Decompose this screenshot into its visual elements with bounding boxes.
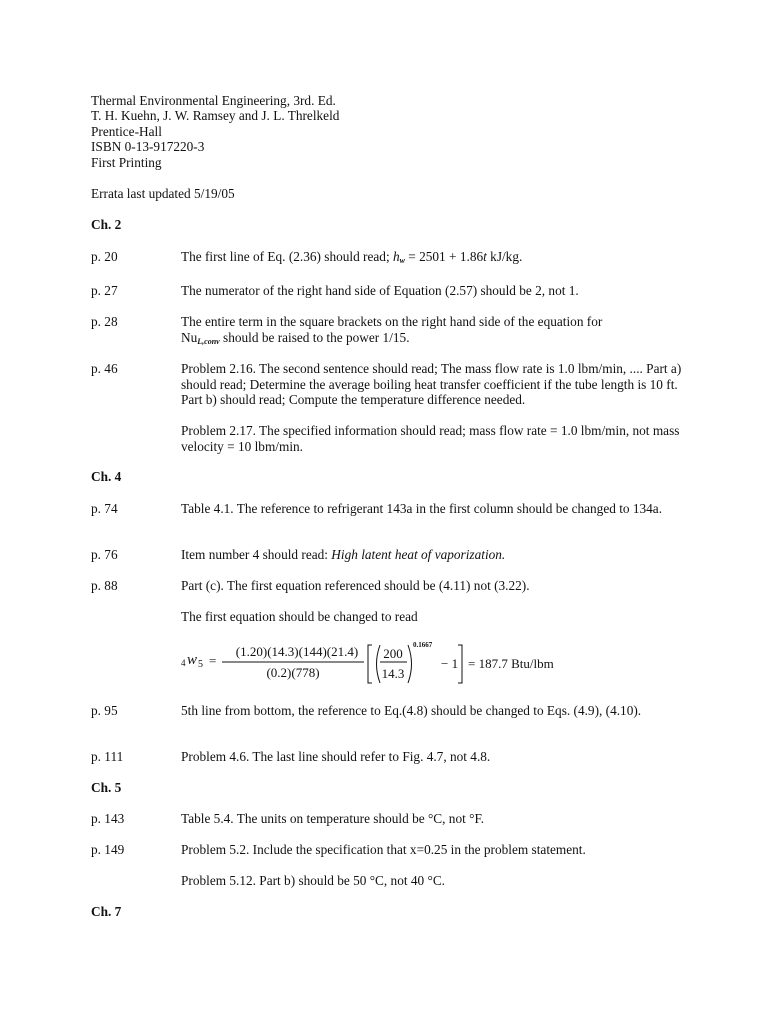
eq-exponent: 0.1667: [413, 641, 433, 649]
erratum-p27: The numerator of the right hand side of Equation (2.57) should be 2, not 1.: [181, 283, 579, 298]
book-authors: T. H. Kuehn, J. W. Ramsey and J. L. Threlkeld: [91, 108, 340, 123]
page-ref-143: p. 143: [91, 811, 125, 826]
errata-updated: Errata last updated 5/19/05: [91, 186, 235, 201]
book-title: Thermal Environmental Engineering, 3rd. Ed.: [91, 93, 336, 108]
page-ref-88: p. 88: [91, 578, 118, 593]
erratum-p143: Table 5.4. The units on temperature should be °C, not °F.: [181, 811, 485, 826]
page-ref-46: p. 46: [91, 361, 118, 376]
symbol-t: t: [483, 249, 487, 264]
erratum-p20: [181, 249, 701, 269]
erratum-p28-rest: should be raised to the power 1/15.: [219, 329, 410, 345]
symbol-nu: Nu: [181, 329, 198, 345]
eq-inner-denominator: 14.3: [381, 666, 405, 681]
erratum-p74: Table 4.1. The reference to refrigerant 143a in the first column should be changed to 134a.: [181, 501, 663, 516]
erratum-p88: Part (c). The first equation referenced should be (4.11) not (3.22).: [181, 578, 530, 593]
erratum-p28-line2: [181, 330, 701, 350]
erratum-p20-text: The first line of Eq. (2.36) should read;: [181, 249, 390, 264]
page-ref-28: p. 28: [91, 314, 118, 329]
page-ref-95: p. 95: [91, 703, 118, 718]
chapter-heading-2: Ch. 2: [91, 217, 122, 232]
page-ref-111: p. 111: [91, 749, 124, 764]
eq-numerator: (1.20)(14.3)(144)(21.4): [235, 644, 359, 659]
eq-minus-one: − 1: [441, 656, 459, 671]
page-ref-76: p. 76: [91, 547, 118, 562]
erratum-p76: [181, 547, 701, 563]
erratum-p46-problem-2-16: Problem 2.16. The second sentence should read; The mass flow rate is 1.0 lbm/min, .... Part a) should read; Determine the average boiling heat transfer coefficient if the tube length is 10 ft. Part b) should read; Compute the temperature difference needed.: [181, 361, 682, 407]
book-isbn: ISBN 0-13-917220-3: [91, 139, 205, 154]
chapter-heading-4: Ch. 4: [91, 469, 122, 484]
symbol-h: h: [392, 249, 400, 264]
book-printing: First Printing: [91, 155, 162, 170]
eq-inner-numerator: 200: [383, 646, 403, 661]
formula-constant: = 2501 + 1.86: [404, 249, 484, 264]
equation-svg: [181, 638, 601, 690]
eq-right-paren: [408, 645, 412, 683]
page-ref-149: p. 149: [91, 842, 125, 857]
page-ref-20: p. 20: [91, 249, 118, 264]
eq-lhs-subscript: 5: [198, 659, 203, 670]
formula-unit: kJ/kg.: [486, 249, 523, 264]
eq-left-bracket: [368, 645, 372, 683]
eq-lhs-var: w: [187, 652, 198, 668]
erratum-p88-equation-intro: The first equation should be changed to read: [181, 609, 418, 624]
eq-equals: =: [209, 653, 217, 668]
symbol-nu-subscript: L,conv: [197, 336, 220, 346]
eq-denominator: (0.2)(778): [266, 665, 320, 680]
erratum-p28: [181, 314, 701, 349]
book-publisher: Prentice-Hall: [91, 124, 162, 139]
eq-lhs-prefix: 4: [181, 658, 186, 668]
eq-result: = 187.7 Btu/lbm: [468, 656, 554, 671]
chapter-heading-5: Ch. 5: [91, 780, 122, 795]
chapter-heading-7: Ch. 7: [91, 904, 122, 919]
erratum-p149-problem-5-2: Problem 5.2. Include the specification that x=0.25 in the problem statement.: [181, 842, 586, 857]
erratum-p111: Problem 4.6. The last line should refer to Fig. 4.7, not 4.8.: [181, 749, 491, 764]
erratum-p46-problem-2-17: Problem 2.17. The specified information should read; mass flow rate = 1.0 lbm/min, not mass velocity = 10 lbm/min.: [181, 423, 680, 454]
erratum-p76-italic: High latent heat of vaporization.: [331, 547, 506, 562]
symbol-h-subscript: w: [399, 256, 405, 265]
eq-left-paren: [377, 645, 381, 683]
page-ref-27: p. 27: [91, 283, 118, 298]
erratum-p28-line1: The entire term in the square brackets on the right hand side of the equation for: [181, 314, 603, 329]
erratum-p149-problem-5-12: Problem 5.12. Part b) should be 50 °C, not 40 °C.: [181, 873, 446, 888]
page-ref-74: p. 74: [91, 501, 118, 516]
erratum-p76-text: Item number 4 should read:: [181, 547, 332, 562]
erratum-p95: 5th line from bottom, the reference to Eq.(4.8) should be changed to Eqs. (4.9), (4.10).: [181, 703, 642, 718]
eq-right-bracket: [458, 645, 462, 683]
equation-work: [181, 638, 601, 690]
